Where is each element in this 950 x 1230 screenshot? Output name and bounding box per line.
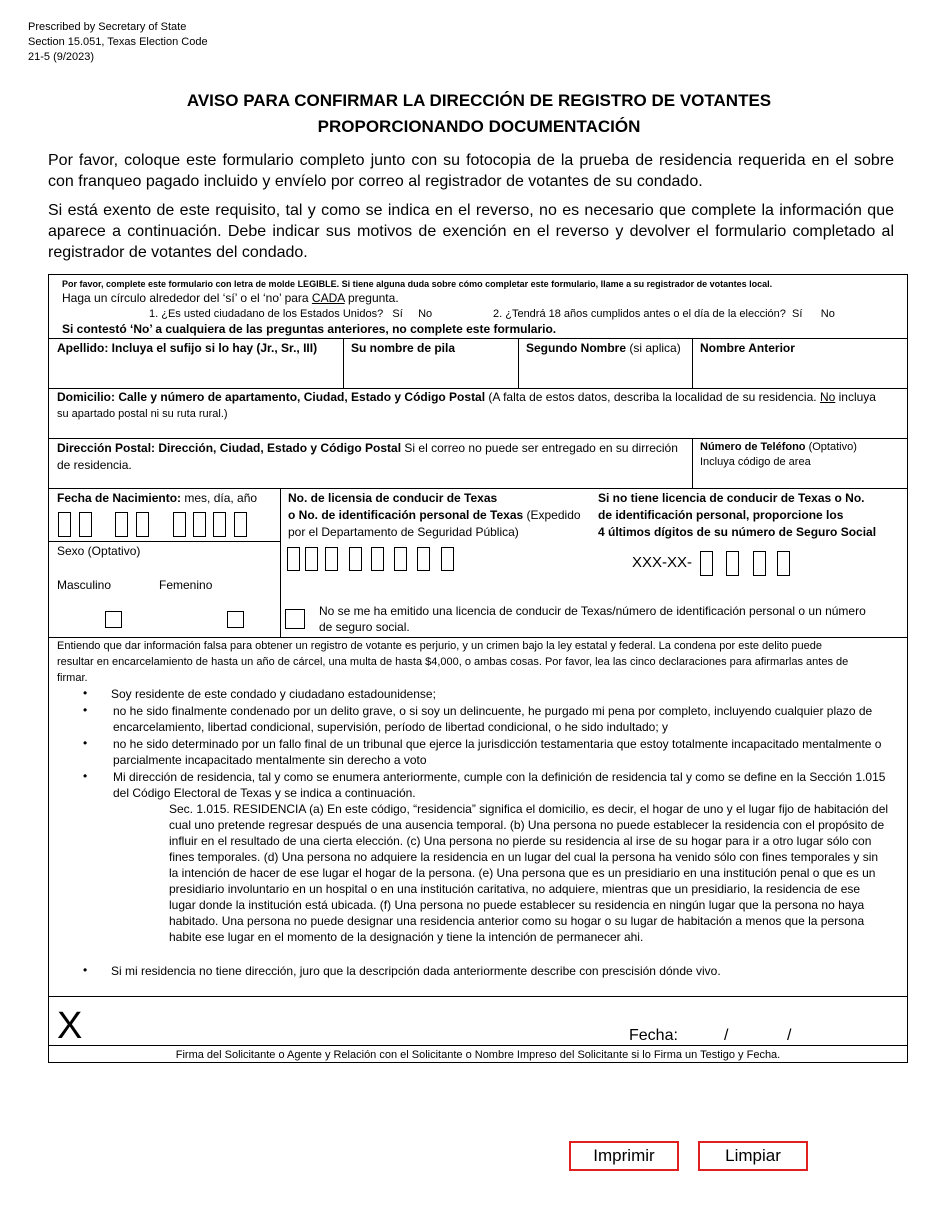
ssn-digit-box-3[interactable] [753, 551, 766, 576]
birth-month-box-2[interactable] [79, 512, 92, 537]
declaration-2: no he sido finalmente condenado por un delito grave, o si soy un delincuente, he purgado mi pena por completo, incluyendo cualquier plazo de encarcelamiento, libertad condicional, supervisión, período de libertad condicional, o he sido indultado; y [113, 704, 873, 734]
declaration-3: no he sido determinado por un fallo final de un tribunal que ejerce la jurisdicción testamentaria que estoy totalmente incapacitado mentalmente o parcialmente incapacitado mentalmente sin derecho a voto [113, 737, 882, 767]
phone-field[interactable] [693, 470, 906, 487]
divider [49, 1045, 907, 1046]
question-age: 2. ¿Tendrá 18 años cumplidos antes o el día de la elección? Sí No [493, 308, 835, 320]
date-separator: / [787, 1027, 792, 1044]
divider [280, 488, 281, 637]
birth-day-box-1[interactable] [115, 512, 128, 537]
license-digit-box-3[interactable] [325, 547, 338, 571]
form-number: 21-5 (9/2023) [28, 51, 95, 63]
last-name-label: Apellido: Incluya el sufijo si lo hay (Jr., Sr., III) [57, 341, 318, 355]
phone-note: Incluya código de area [700, 456, 811, 468]
prescribed-by: Prescribed by Secretary of State [28, 21, 187, 33]
registration-form [48, 274, 908, 1063]
middle-name-field[interactable] [519, 355, 692, 388]
question-citizen: 1. ¿Es usted ciudadano de los Estados Unidos? Sí No [149, 308, 433, 320]
clear-button[interactable]: Limpiar [698, 1141, 808, 1171]
license-label-line-2: o No. de identificación personal de Texas (Expedido [288, 508, 581, 522]
last-name-field[interactable] [49, 355, 343, 388]
print-button[interactable]: Imprimir [569, 1141, 679, 1171]
license-label-line-1: No. de licensia de conducir de Texas [288, 491, 498, 505]
residence-address-field[interactable] [449, 406, 905, 436]
perjury-statement: Entiendo que dar información falsa para obtener un registro de votante es perjurio, y un crimen bajo la ley estatal y federal. La condena por este delito puede resultar en encarcelamiento de hasta un año de cárcel, una multa de hasta $4,000, o ambas cosas. Por favor, lea las cinco declaraciones para afirmarlas antes de firmar. [57, 640, 849, 684]
residence-statute: Sec. 1.015. RESIDENCIA (a) En este código, “residencia” significa el domicilio, es decir, el hogar de uno y el lugar fijo de habitación del cual uno pretende regresar después de una ausencia temporal. (b) Una persona no puede establecer la residencia con el propósito de influir en el resultado de una cierta elección. (c) Una persona no pierde su residencia al irse de su hogar para ir a otro lugar sólo con fines temporales. (d) Una persona no adquiere la residencia en un lugar del cual la persona ha venido sólo con fines temporales y sin la intención de hacer de ese lugar el hogar de la persona. (e) Una persona que es un presidiario en una institución penal o que es un presidiario involuntario en un hospital o en una institución caritativa, no adquiere, mientras que un presidiario, la residencia de ese lugar donde la institución está ubicada. (f) Una persona no puede establecer su residencia en ningún lugar que la persona no haya habitado. Una persona no puede designar una residencia anterior como su hogar o su lugar de habitación a menos que la persona habite ese lugar en el momento de la designación y tiene la intención de permanecer ahi. [169, 802, 889, 944]
license-digit-box-8[interactable] [441, 547, 454, 571]
date-separator: / [724, 1027, 729, 1044]
eligibility-warning: Si contestó ‘No’ a cualquiera de las preguntas anteriores, no complete este formulario. [62, 322, 557, 336]
license-digit-box-6[interactable] [394, 547, 407, 571]
sex-label: Sexo (Optativo) [57, 544, 141, 558]
former-name-field[interactable] [693, 355, 907, 388]
circle-instruction: Haga un círculo alrededor del ‘sí’ o el ‘no’ para CADA pregunta. [62, 291, 399, 305]
former-name-label: Nombre Anterior [700, 341, 795, 355]
no-license-text: No se me ha emitido una licencia de conducir de Texas/número de identificación personal o un número de seguro social. [319, 604, 866, 634]
intro-paragraph-1: Por favor, coloque este formulario completo junto con su fotocopia de la prueba de residencia requerida en el sobre con franqueo pagado incluido y envíelo por correo al registrador de votantes de su condado. [48, 152, 894, 190]
bullet-icon: • [83, 769, 88, 783]
intro-paragraph-2: Si está exento de este requisito, tal y como se indica en el reverso, no es necesario que complete la información que aparece a continuación. Debe indicar sus motivos de exención en el reverso y devolver el formulario completado al registrador de votantes del condado. [48, 202, 894, 261]
signature-caption: Firma del Solicitante o Agente y Relación con el Solicitante o Nombre Impreso del Solicitante si lo Firma un Testigo y Fecha. [175, 1049, 781, 1061]
birth-year-box-3[interactable] [213, 512, 226, 537]
ssn-prefix: XXX-XX- [632, 554, 693, 571]
form-header [28, 20, 208, 65]
divider [49, 541, 280, 542]
divider [49, 996, 907, 997]
license-digit-box-1[interactable] [287, 547, 300, 571]
divider [49, 488, 907, 489]
license-digit-box-5[interactable] [371, 547, 384, 571]
birth-month-box-1[interactable] [58, 512, 71, 537]
bullet-icon: • [83, 703, 88, 717]
first-name-field[interactable] [344, 355, 518, 388]
ssn-label-line-1: Si no tiene licencia de conducir de Texas o No. [598, 491, 865, 505]
birth-year-box-4[interactable] [234, 512, 247, 537]
instructions-text: Por favor, complete este formulario con letra de molde LEGIBLE. Si tiene alguna duda sobre cómo completar este formulario, llame a su registrador de votantes local. [62, 279, 773, 289]
bullet-icon: • [83, 686, 88, 700]
declaration-5: Si mi residencia no tiene dirección, juro que la descripción dada anteriormente describe con prescisión dónde vivo. [111, 964, 721, 978]
phone-label: Número de Teléfono (Optativo) [700, 441, 857, 453]
title-line-1: AVISO PARA CONFIRMAR LA DIRECCIÓN DE REGISTRO DE VOTANTES [186, 91, 772, 110]
ssn-digit-box-1[interactable] [700, 551, 713, 576]
residence-note: su apartado postal ni su ruta rural.) [57, 408, 228, 420]
ssn-digit-box-2[interactable] [726, 551, 739, 576]
birth-date-label: Fecha de Nacimiento: mes, día, año [57, 491, 258, 505]
citizen-yes[interactable]: Sí [392, 308, 403, 320]
male-checkbox[interactable] [105, 611, 122, 628]
mailing-address-field[interactable] [169, 456, 689, 486]
female-checkbox[interactable] [227, 611, 244, 628]
declaration-4: Mi dirección de residencia, tal y como se enumera anteriormente, cumple con la definición de residencia tal y como se define en la Sección 1.015 del Código Electoral de Texas y se indica a continuación. [113, 770, 886, 800]
sex-female-label: Femenino [159, 578, 213, 592]
title-line-2: PROPORCIONANDO DOCUMENTACIÓN [317, 117, 641, 136]
date-field[interactable] [689, 1023, 889, 1045]
ssn-digit-box-4[interactable] [777, 551, 790, 576]
bullet-icon: • [83, 736, 88, 750]
middle-name-label: Segundo Nombre (si aplica) [526, 341, 681, 355]
date-label: Fecha: [629, 1027, 678, 1044]
mailing-label: Dirección Postal: Dirección, Ciudad, Estado y Código Postal Si el correo no puede ser entregado en su dirreción [57, 441, 678, 455]
first-name-label: Su nombre de pila [351, 341, 456, 355]
divider [49, 338, 907, 339]
age-yes[interactable]: Sí [792, 308, 803, 320]
signature-field[interactable] [99, 1000, 619, 1044]
bullet-icon: • [83, 963, 88, 977]
residence-label: Domicilio: Calle y número de apartamento, Ciudad, Estado y Código Postal (A falta de estos datos, describa la localidad de su residencia. No incluya [57, 390, 876, 404]
birth-year-box-1[interactable] [173, 512, 186, 537]
birth-year-box-2[interactable] [193, 512, 206, 537]
ssn-label-line-2: de identificación personal, proporcione los [598, 508, 844, 522]
license-label-line-3: por el Departamento de Seguridad Pública) [288, 525, 519, 539]
mailing-note: de residencia. [57, 458, 132, 472]
declaration-1: Soy residente de este condado y ciudadano estadounidense; [111, 687, 436, 701]
code-section: Section 15.051, Texas Election Code [28, 36, 208, 48]
age-no[interactable]: No [820, 308, 835, 320]
license-digit-box-4[interactable] [349, 547, 362, 571]
license-digit-box-2[interactable] [305, 547, 318, 571]
no-license-checkbox[interactable] [285, 609, 305, 629]
birth-day-box-2[interactable] [136, 512, 149, 537]
ssn-label-line-3: 4 últimos dígitos de su número de Seguro Social [598, 525, 877, 539]
license-digit-box-7[interactable] [417, 547, 430, 571]
sex-male-label: Masculino [57, 578, 112, 592]
form-title [48, 88, 910, 140]
signature-mark: X [57, 1005, 83, 1047]
citizen-no[interactable]: No [418, 308, 433, 320]
